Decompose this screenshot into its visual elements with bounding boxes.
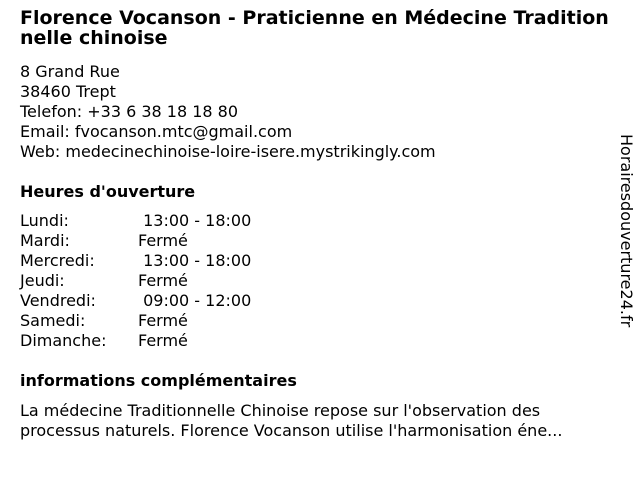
day-label: Jeudi: xyxy=(20,271,65,290)
time-value: Fermé xyxy=(138,231,188,250)
hours-row-tuesday xyxy=(20,231,610,251)
business-card xyxy=(20,8,610,441)
hours-row-friday xyxy=(20,291,610,311)
time-value: 13:00 - 18:00 xyxy=(138,211,252,230)
time-value: 13:00 - 18:00 xyxy=(138,251,252,270)
info-description: La médecine Traditionnelle Chinoise repose sur l'observation des processus naturels. Florence Vocanson utilise l'harmonisation éne... xyxy=(20,401,563,440)
day-label: Lundi: xyxy=(20,211,69,230)
phone-line: Telefon: +33 6 38 18 18 80 xyxy=(20,102,239,121)
hours-heading: Heures d'ouverture xyxy=(20,182,196,201)
time-value: Fermé xyxy=(138,311,188,330)
hours-row-sunday xyxy=(20,331,610,351)
street-address: 8 Grand Rue xyxy=(20,62,120,81)
city-address: 38460 Trept xyxy=(20,82,116,101)
time-value: Fermé xyxy=(138,271,188,290)
business-title: Florence Vocanson - Praticienne en Médecine Traditionnelle chinoise xyxy=(20,7,609,49)
hours-row-monday xyxy=(20,211,610,231)
time-value: Fermé xyxy=(138,331,188,350)
info-heading: informations complémentaires xyxy=(20,371,297,390)
hours-table xyxy=(20,211,610,351)
side-brand-watermark: Horairesdouverture24.fr xyxy=(617,134,636,328)
day-label: Mardi: xyxy=(20,231,70,250)
hours-row-saturday xyxy=(20,311,610,331)
time-value: 09:00 - 12:00 xyxy=(138,291,252,310)
email-line: Email: fvocanson.mtc@gmail.com xyxy=(20,122,293,141)
day-label: Dimanche: xyxy=(20,331,107,350)
hours-row-wednesday xyxy=(20,251,610,271)
hours-row-thursday xyxy=(20,271,610,291)
address-block xyxy=(20,62,610,162)
web-line: Web: medecinechinoise-loire-isere.mystrikingly.com xyxy=(20,142,436,161)
day-label: Vendredi: xyxy=(20,291,96,310)
day-label: Mercredi: xyxy=(20,251,95,270)
day-label: Samedi: xyxy=(20,311,86,330)
